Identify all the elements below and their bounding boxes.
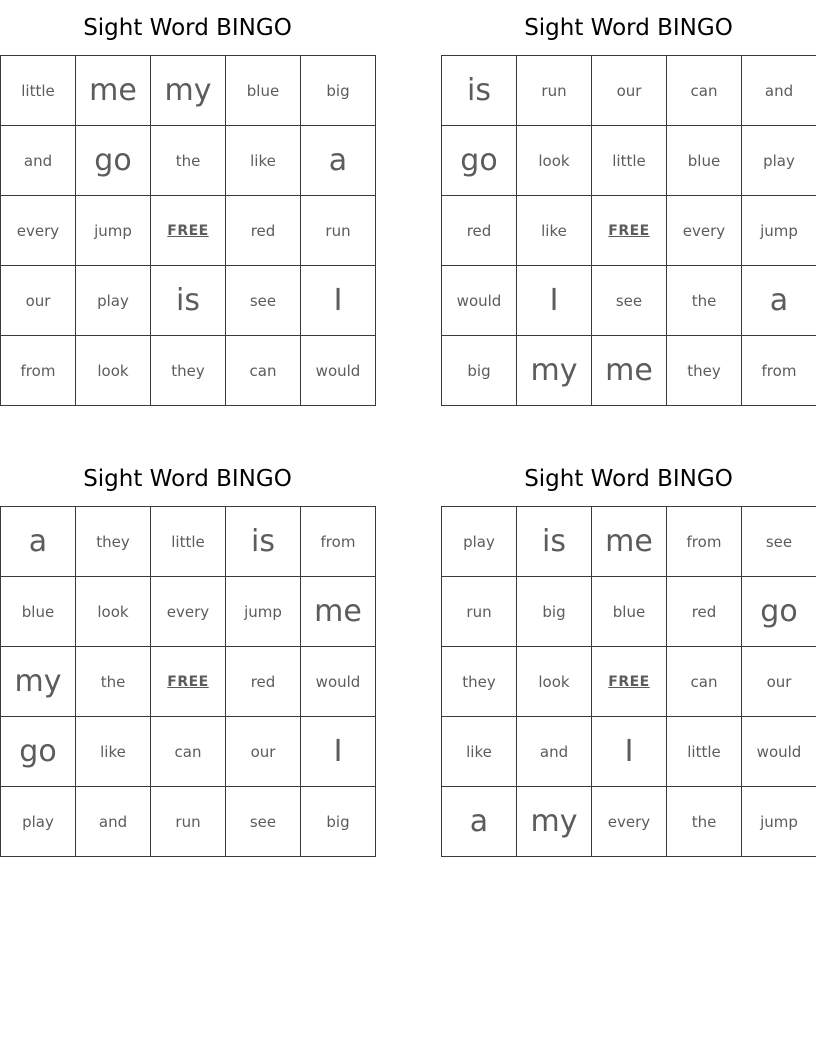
- grid-cell: is: [151, 266, 226, 336]
- grid-cell: is: [517, 507, 592, 577]
- bingo-card-3: [0, 461, 375, 857]
- grid-cell: like: [226, 126, 301, 196]
- grid-cell: see: [742, 507, 816, 577]
- grid-cell: run: [442, 577, 517, 647]
- grid-cell: a: [1, 507, 76, 577]
- grid-cell: go: [442, 126, 517, 196]
- grid-cell: my: [1, 647, 76, 717]
- free-space: FREE: [592, 647, 667, 717]
- grid-cell: our: [1, 266, 76, 336]
- grid-cell: see: [226, 266, 301, 336]
- bingo-card-2: [441, 10, 816, 406]
- grid-row: [1, 717, 376, 787]
- grid-cell: I: [301, 266, 376, 336]
- grid-cell: a: [301, 126, 376, 196]
- grid-row: [1, 787, 376, 857]
- grid-row: [442, 717, 816, 787]
- grid-cell: is: [442, 56, 517, 126]
- grid-cell: from: [667, 507, 742, 577]
- grid-cell: like: [442, 717, 517, 787]
- grid-cell: can: [151, 717, 226, 787]
- grid-cell: and: [1, 126, 76, 196]
- grid-row: [442, 56, 816, 126]
- free-space: FREE: [151, 647, 226, 717]
- grid-cell: would: [442, 266, 517, 336]
- grid-cell: run: [151, 787, 226, 857]
- grid-row: [442, 577, 816, 647]
- grid-cell: from: [301, 507, 376, 577]
- grid-cell: my: [151, 56, 226, 126]
- grid-cell: blue: [667, 126, 742, 196]
- grid-cell: go: [76, 126, 151, 196]
- grid-cell: red: [442, 196, 517, 266]
- grid-row: [1, 56, 376, 126]
- grid-row: [1, 266, 376, 336]
- grid-cell: a: [442, 787, 517, 857]
- bingo-card-1: [0, 10, 375, 406]
- grid-cell: I: [592, 717, 667, 787]
- grid-cell: red: [226, 647, 301, 717]
- grid-cell: me: [76, 56, 151, 126]
- card-title: Sight Word BINGO: [83, 466, 292, 492]
- grid-cell: play: [742, 126, 816, 196]
- grid-cell: the: [667, 266, 742, 336]
- grid-cell: me: [301, 577, 376, 647]
- grid-cell: look: [517, 126, 592, 196]
- grid-cell: like: [517, 196, 592, 266]
- grid-cell: our: [742, 647, 816, 717]
- bingo-grid: [0, 55, 376, 406]
- grid-cell: every: [592, 787, 667, 857]
- grid-cell: our: [592, 56, 667, 126]
- bingo-grid: [441, 506, 816, 857]
- grid-cell: is: [226, 507, 301, 577]
- grid-cell: a: [742, 266, 816, 336]
- grid-cell: my: [517, 787, 592, 857]
- grid-cell: play: [76, 266, 151, 336]
- grid-cell: can: [226, 336, 301, 406]
- grid-row: [1, 126, 376, 196]
- grid-cell: can: [667, 647, 742, 717]
- grid-cell: our: [226, 717, 301, 787]
- grid-cell: they: [442, 647, 517, 717]
- grid-cell: from: [1, 336, 76, 406]
- grid-cell: little: [151, 507, 226, 577]
- grid-cell: red: [667, 577, 742, 647]
- grid-cell: blue: [592, 577, 667, 647]
- grid-cell: little: [592, 126, 667, 196]
- grid-cell: big: [301, 787, 376, 857]
- grid-cell: go: [1, 717, 76, 787]
- grid-cell: from: [742, 336, 816, 406]
- grid-row: [442, 126, 816, 196]
- grid-cell: big: [517, 577, 592, 647]
- grid-cell: see: [226, 787, 301, 857]
- grid-cell: every: [667, 196, 742, 266]
- grid-cell: red: [226, 196, 301, 266]
- free-space: FREE: [592, 196, 667, 266]
- grid-row: [1, 336, 376, 406]
- grid-cell: they: [151, 336, 226, 406]
- grid-cell: and: [517, 717, 592, 787]
- grid-cell: run: [517, 56, 592, 126]
- grid-cell: jump: [226, 577, 301, 647]
- grid-cell: would: [742, 717, 816, 787]
- grid-cell: every: [151, 577, 226, 647]
- grid-cell: little: [1, 56, 76, 126]
- grid-cell: look: [517, 647, 592, 717]
- grid-cell: would: [301, 647, 376, 717]
- grid-row: [1, 507, 376, 577]
- grid-cell: they: [667, 336, 742, 406]
- grid-cell: jump: [76, 196, 151, 266]
- card-title: Sight Word BINGO: [83, 15, 292, 41]
- grid-cell: like: [76, 717, 151, 787]
- grid-cell: my: [517, 336, 592, 406]
- grid-row: [1, 196, 376, 266]
- grid-cell: go: [742, 577, 816, 647]
- grid-cell: the: [151, 126, 226, 196]
- bingo-grid: [0, 506, 376, 857]
- grid-cell: jump: [742, 196, 816, 266]
- bingo-grid: [441, 55, 816, 406]
- grid-cell: and: [742, 56, 816, 126]
- grid-cell: look: [76, 336, 151, 406]
- grid-cell: and: [76, 787, 151, 857]
- grid-cell: would: [301, 336, 376, 406]
- grid-cell: I: [517, 266, 592, 336]
- grid-cell: me: [592, 507, 667, 577]
- grid-cell: me: [592, 336, 667, 406]
- grid-cell: the: [76, 647, 151, 717]
- grid-cell: every: [1, 196, 76, 266]
- grid-cell: big: [442, 336, 517, 406]
- grid-cell: run: [301, 196, 376, 266]
- grid-cell: play: [1, 787, 76, 857]
- grid-cell: I: [301, 717, 376, 787]
- grid-cell: jump: [742, 787, 816, 857]
- grid-cell: little: [667, 717, 742, 787]
- grid-cell: big: [301, 56, 376, 126]
- grid-cell: can: [667, 56, 742, 126]
- grid-row: [1, 577, 376, 647]
- grid-cell: see: [592, 266, 667, 336]
- grid-row: [1, 647, 376, 717]
- grid-cell: play: [442, 507, 517, 577]
- grid-row: [442, 787, 816, 857]
- grid-row: [442, 336, 816, 406]
- grid-row: [442, 507, 816, 577]
- grid-cell: they: [76, 507, 151, 577]
- grid-cell: blue: [1, 577, 76, 647]
- card-title: Sight Word BINGO: [524, 15, 733, 41]
- grid-cell: look: [76, 577, 151, 647]
- grid-row: [442, 266, 816, 336]
- grid-cell: the: [667, 787, 742, 857]
- card-title: Sight Word BINGO: [524, 466, 733, 492]
- free-space: FREE: [151, 196, 226, 266]
- bingo-card-4: [441, 461, 816, 857]
- grid-cell: blue: [226, 56, 301, 126]
- grid-row: [442, 196, 816, 266]
- grid-row: [442, 647, 816, 717]
